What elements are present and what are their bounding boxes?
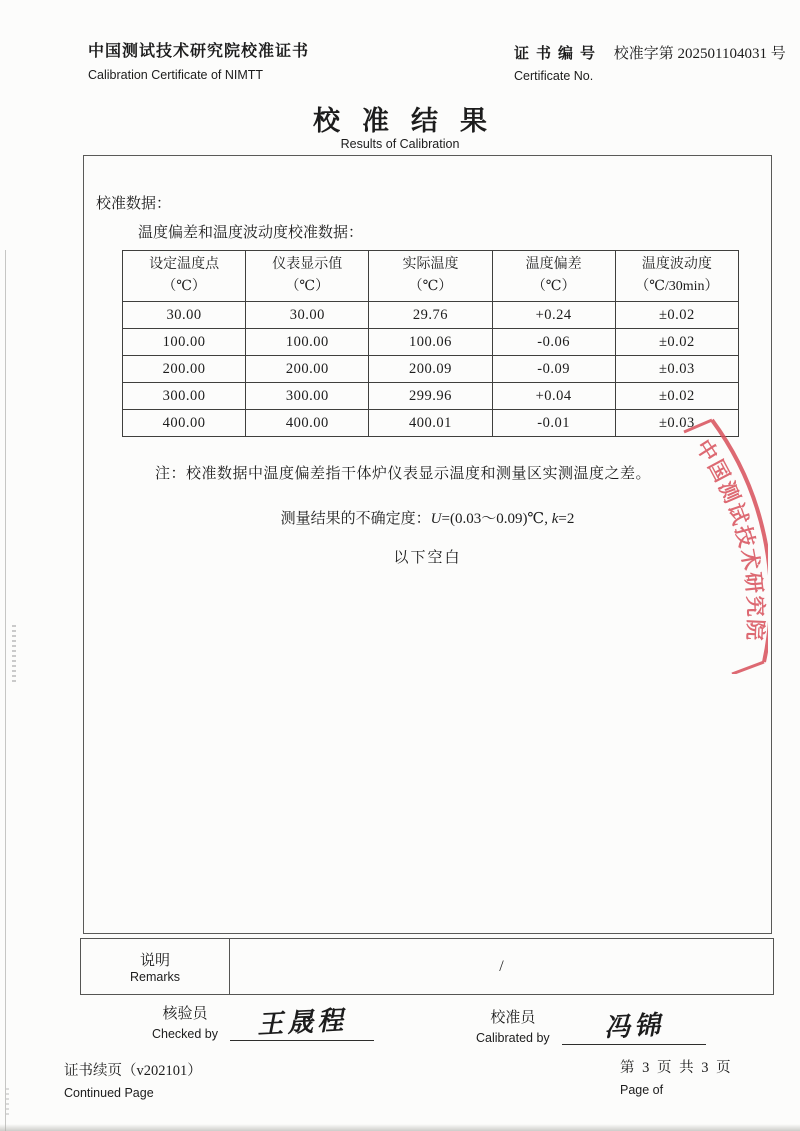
continued-page-zh: 证书续页（v202101） — [64, 1063, 202, 1079]
page-title-zh: 校准结果 — [313, 106, 509, 136]
calibrated-by-name: 冯锦 — [603, 1010, 665, 1043]
cell-indicated: 400.00 — [246, 410, 369, 437]
cell-deviation: -0.09 — [492, 356, 615, 383]
table-caption: 温度偏差和温度波动度校准数据： — [138, 225, 364, 241]
deviation-note: 注：校准数据中温度偏差指干体炉仪表显示温度和测量区实测温度之差。 — [155, 466, 652, 482]
cell-indicated: 30.00 — [246, 302, 369, 329]
certificate-no-label-zh: 证书编号 — [514, 45, 603, 62]
cell-deviation: +0.04 — [492, 383, 615, 410]
cell-actual: 100.06 — [369, 329, 492, 356]
col-header-actual: 实际温度 （℃） — [369, 251, 492, 302]
page-number-en: Page of — [620, 1083, 664, 1097]
col-header-indicated: 仪表显示值 （℃） — [246, 251, 369, 302]
continued-page-en: Continued Page — [64, 1086, 154, 1100]
certificate-no-value: 校准字第 202501104031 号 — [613, 46, 786, 62]
org-title-zh: 中国测试技术研究院校准证书 — [88, 43, 310, 60]
cell-actual: 400.01 — [369, 410, 492, 437]
remarks-box — [80, 938, 774, 995]
table-row — [123, 356, 739, 383]
col-header-deviation: 温度偏差 （℃） — [492, 251, 615, 302]
calibration-table — [122, 250, 739, 437]
checked-by-signature-line — [230, 1002, 374, 1041]
cell-set-temp: 300.00 — [123, 383, 246, 410]
remarks-label-zh: 说明 — [139, 953, 170, 969]
results-frame — [83, 155, 772, 934]
calibrated-by-label-en: Calibrated by — [476, 1031, 550, 1045]
certificate-no-label-en: Certificate No. — [514, 69, 594, 83]
calibrated-by-signature-line — [562, 1006, 706, 1045]
cell-deviation: -0.01 — [492, 410, 615, 437]
scan-bottom-shadow — [0, 1124, 800, 1131]
cell-actual: 299.96 — [369, 383, 492, 410]
cell-indicated: 300.00 — [246, 383, 369, 410]
blank-below-note: 以下空白 — [393, 550, 462, 566]
uncertainty-statement: 测量结果的不确定度：U=(0.03～0.09)℃, k=2 — [280, 511, 575, 527]
col-header-set-temp: 设定温度点 （℃） — [123, 251, 246, 302]
remarks-label-en: Remarks — [129, 970, 180, 984]
cell-fluctuation: ±0.02 — [615, 302, 738, 329]
cell-fluctuation: ±0.02 — [615, 383, 738, 410]
cell-fluctuation: ±0.02 — [615, 329, 738, 356]
cell-set-temp: 100.00 — [123, 329, 246, 356]
table-row — [123, 410, 739, 437]
table-row — [123, 302, 739, 329]
calibration-data-label: 校准数据： — [96, 196, 172, 212]
calibrated-by-label-zh: 校准员 — [490, 1010, 536, 1026]
seal-border-bottom — [732, 662, 764, 674]
header-left — [88, 38, 309, 82]
cell-set-temp: 30.00 — [123, 302, 246, 329]
red-seal-stamp — [682, 414, 768, 674]
cell-actual: 29.76 — [369, 302, 492, 329]
seal-text: 中国测试技术研究院 — [691, 435, 768, 643]
page-title-en: Results of Calibration — [340, 137, 460, 151]
table-row — [123, 329, 739, 356]
scan-smudge — [6, 1088, 9, 1118]
cell-deviation: -0.06 — [492, 329, 615, 356]
page-number-zh: 第 3 页 共 3 页 — [620, 1060, 733, 1076]
table-row — [123, 383, 739, 410]
footer-right — [620, 1056, 733, 1097]
scan-edge-line — [5, 250, 6, 1131]
checked-by-label-zh: 核验员 — [162, 1006, 208, 1022]
cell-indicated: 100.00 — [246, 329, 369, 356]
col-header-fluctuation: 温度波动度 （℃/30min） — [615, 251, 738, 302]
checked-by-name: 王晟程 — [256, 1005, 348, 1040]
org-title-en: Calibration Certificate of NIMTT — [88, 68, 264, 82]
scan-smudge — [12, 625, 16, 683]
checked-by-signature — [152, 1002, 374, 1041]
remarks-value: / — [499, 957, 504, 975]
remarks-label-cell — [81, 939, 230, 994]
cell-fluctuation: ±0.03 — [615, 410, 738, 437]
calibrated-by-signature — [476, 1006, 706, 1045]
cell-set-temp: 200.00 — [123, 356, 246, 383]
checked-by-label-en: Checked by — [152, 1027, 219, 1041]
table-header-row — [123, 251, 739, 302]
seal-border-top — [684, 420, 712, 432]
header-right — [514, 42, 786, 83]
cell-set-temp: 400.00 — [123, 410, 246, 437]
cell-actual: 200.09 — [369, 356, 492, 383]
footer-left — [64, 1059, 202, 1100]
cell-deviation: +0.24 — [492, 302, 615, 329]
svg-text:中国测试技术研究院 — [691, 435, 768, 642]
cell-fluctuation: ±0.03 — [615, 356, 738, 383]
cell-indicated: 200.00 — [246, 356, 369, 383]
